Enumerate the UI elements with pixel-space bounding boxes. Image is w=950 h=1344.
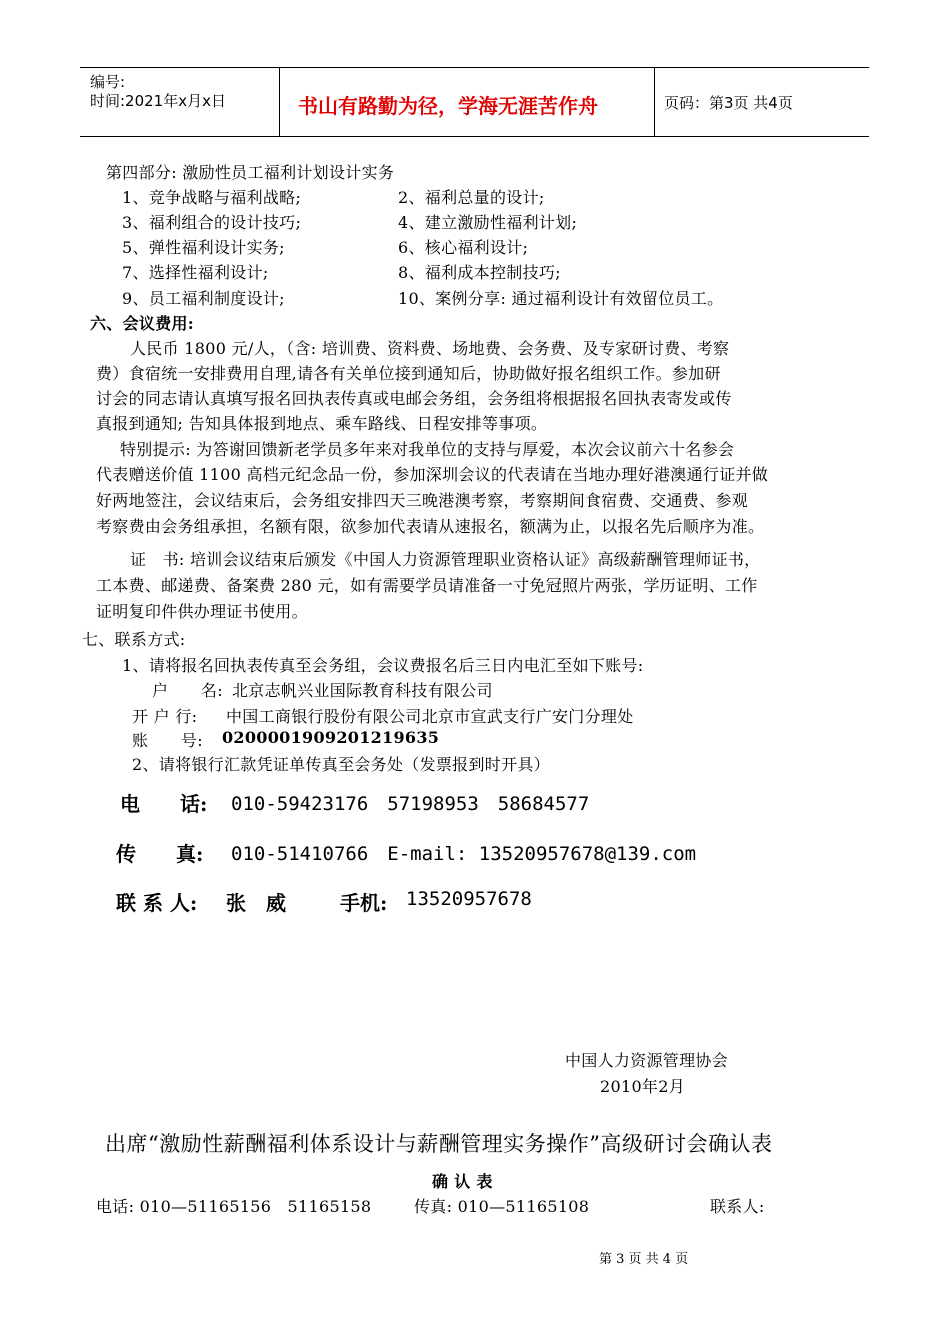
phone-value: 010-59423176 57198953 58684577	[231, 793, 590, 815]
account-number-value: 0200001909201219635	[222, 728, 440, 747]
header-motto: 书山有路勤为径，学海无涯苦作舟	[298, 94, 598, 118]
notice-line: 特别提示: 为答谢回馈新老学员多年来对我单位的支持与厚爱，本次会议前六十名参会	[120, 440, 735, 459]
contact-step2: 2、请将银行汇款凭证单传真至会务处（发票报到时开具）	[132, 755, 550, 774]
contact-person-label: 联 系 人:	[116, 891, 198, 915]
phone-label: 电 话:	[120, 792, 208, 816]
confirm-contact: 联系人:	[710, 1197, 765, 1216]
contact-person-value: 张 威	[226, 891, 286, 915]
cert-line: 证明复印件供办理证书使用。	[96, 602, 308, 621]
cert-line: 工本费、邮递费、备案费 280 元，如有需要学员请准备一寸免冠照片两张，学历证明、工作	[96, 576, 758, 595]
fees-line: 费）食宿统一安排费用自理,请各有关单位接到通知后，协助做好报名组织工作。参加研	[96, 364, 721, 383]
account-name-label: 户 名:	[152, 681, 223, 700]
part4-item: 1、竞争战略与福利战略;	[122, 188, 302, 207]
contact-heading: 七、联系方式:	[82, 630, 186, 649]
mobile-label: 手机:	[340, 891, 388, 915]
part4-item: 8、福利成本控制技巧;	[398, 263, 561, 282]
part4-item: 10、案例分享: 通过福利设计有效留位员工。	[398, 289, 724, 308]
notice-line: 代表赠送价值 1100 高档元纪念品一份，参加深圳会议的代表请在当地办理好港澳通行证并做	[96, 465, 769, 484]
header-number: 编号:	[90, 73, 126, 91]
signature-organization: 中国人力资源管理协会	[565, 1051, 729, 1070]
part4-item: 6、核心福利设计;	[398, 238, 529, 257]
fees-line: 真报到通知; 告知具体报到地点、乘车路线、日程安排等事项。	[96, 414, 548, 433]
contact-step1: 1、请将报名回执表传真至会务组，会议费报名后三日内电汇至如下账号:	[122, 656, 644, 675]
part4-item: 3、福利组合的设计技巧;	[122, 213, 302, 232]
fax-value: 010-51410766 E-mail: 13520957678@139.com	[231, 843, 697, 865]
header-divider-right	[654, 68, 655, 136]
header-page-number: 页码：第3页 共4页	[664, 94, 793, 112]
confirm-phone: 电话: 010—51165156 51165158	[96, 1197, 372, 1216]
fees-line: 人民币 1800 元/人，（含: 培训费、资料费、场地费、会务费、及专家研讨费、考察	[130, 339, 730, 358]
notice-line: 好两地签注，会议结束后，会务组安排四天三晚港澳考察，考察期间食宿费、交通费、参观	[96, 491, 749, 510]
signature-date: 2010年2月	[600, 1077, 685, 1096]
account-number-label: 账 号:	[132, 731, 203, 750]
cert-line: 证 书: 培训会议结束后颁发《中国人力资源管理职业资格认证》高级薪酬管理师证书，	[130, 550, 761, 569]
mobile-value: 13520957678	[406, 888, 532, 910]
part4-item: 9、员工福利制度设计;	[122, 289, 285, 308]
header-divider-left	[279, 68, 280, 136]
bank-value: 中国工商银行股份有限公司北京市宣武支行广安门分理处	[226, 707, 634, 726]
fax-label: 传 真:	[116, 842, 204, 866]
notice-line: 考察费由会务组承担，名额有限，欲参加代表请从速报名，额满为止，以报名先后顺序为准。	[96, 517, 765, 536]
part4-item: 7、选择性福利设计;	[122, 263, 269, 282]
part4-item: 2、福利总量的设计;	[398, 188, 545, 207]
confirm-title: 出席“激励性薪酬福利体系设计与薪酬管理实务操作”高级研讨会确认表	[105, 1132, 773, 1156]
confirm-fax: 传真: 010—51165108	[414, 1197, 590, 1216]
fees-line: 讨会的同志请认真填写报名回执表传真或电邮会务组，会务组将根据报名回执表寄发或传	[96, 389, 732, 408]
part4-item: 4、建立激励性福利计划;	[398, 213, 578, 232]
part4-heading: 第四部分: 激励性员工福利计划设计实务	[106, 163, 395, 182]
confirm-subtitle: 确 认 表	[432, 1172, 493, 1191]
part4-item: 5、弹性福利设计实务;	[122, 238, 285, 257]
footer-page-number: 第 3 页 共 4 页	[599, 1252, 689, 1267]
bank-label: 开 户 行:	[132, 707, 198, 726]
fees-heading: 六、会议费用:	[90, 314, 195, 333]
account-name-value: 北京志帆兴业国际教育科技有限公司	[232, 681, 493, 700]
header-time: 时间:2021年x月x日	[90, 92, 226, 110]
